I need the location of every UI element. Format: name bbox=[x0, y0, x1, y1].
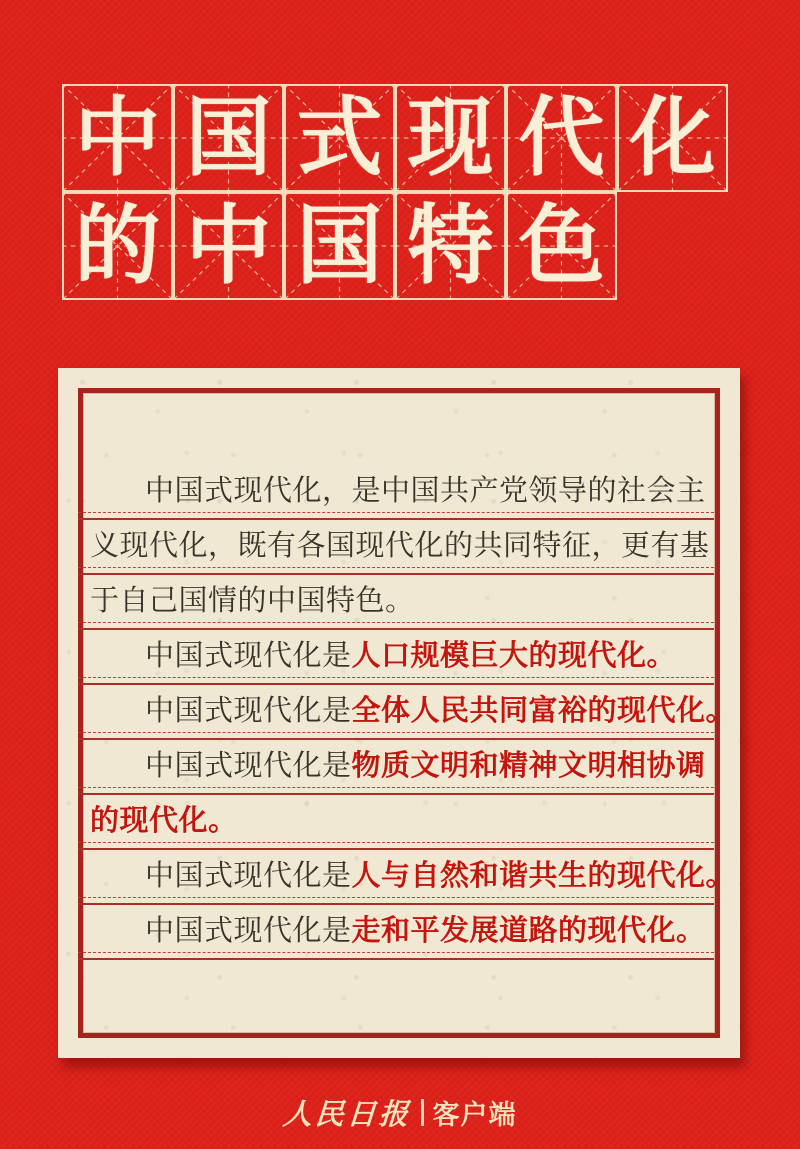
title-grid-cell bbox=[284, 192, 395, 300]
text-segment-normal: 中国式现代化是 bbox=[145, 695, 352, 728]
ruled-underline bbox=[78, 622, 714, 630]
text-line bbox=[90, 465, 710, 520]
ruled-underline bbox=[78, 732, 714, 740]
title-grid-cell bbox=[284, 84, 395, 192]
text-segment-normal: 中国式现代化是 bbox=[145, 915, 352, 948]
text-line bbox=[90, 630, 710, 685]
title-character: 的 bbox=[74, 195, 161, 296]
ruled-underline bbox=[78, 677, 714, 685]
brand-divider bbox=[421, 1099, 424, 1126]
title-character: 国 bbox=[185, 87, 272, 188]
title-grid-cell bbox=[617, 84, 728, 192]
title-grid-cell bbox=[173, 192, 284, 300]
title-character: 化 bbox=[629, 87, 716, 188]
text-line bbox=[90, 905, 710, 960]
text-line bbox=[90, 850, 736, 905]
title-grid-cell bbox=[506, 84, 617, 192]
ruled-underline bbox=[78, 567, 714, 575]
title-character: 中 bbox=[74, 87, 161, 188]
text-line-content bbox=[90, 694, 736, 729]
title-character: 色 bbox=[518, 195, 605, 296]
text-line bbox=[90, 795, 710, 850]
title-grid-cell bbox=[62, 84, 173, 192]
title-character: 特 bbox=[407, 195, 494, 296]
card-lines bbox=[90, 465, 736, 960]
text-segment-normal: 中国式现代化是 bbox=[145, 860, 352, 893]
text-line-content bbox=[90, 474, 710, 509]
text-segment-highlight: 人与自然和谐共生的现代化。 bbox=[351, 860, 736, 893]
ruled-underline bbox=[78, 897, 714, 905]
title-character: 现 bbox=[407, 87, 494, 188]
text-segment-highlight: 人口规模巨大的现代化。 bbox=[351, 640, 677, 673]
text-segment-normal: 中国式现代化是 bbox=[145, 640, 352, 673]
text-line-content bbox=[90, 529, 710, 564]
text-line-content bbox=[90, 639, 710, 674]
text-segment-highlight: 物质文明和精神文明相协调 bbox=[351, 750, 706, 783]
text-line bbox=[90, 575, 710, 630]
text-segment-normal: 中国式现代化，是中国共产党领导的社会主 bbox=[145, 475, 706, 508]
title-character: 式 bbox=[296, 87, 383, 188]
content-card bbox=[58, 368, 740, 1058]
title-character: 中 bbox=[185, 195, 272, 296]
text-segment-normal: 义现代化，既有各国现代化的共同特征，更有基 bbox=[90, 530, 710, 563]
text-segment-highlight: 走和平发展道路的现代化。 bbox=[351, 915, 706, 948]
ruled-underline bbox=[78, 787, 714, 795]
title-grid-cell bbox=[173, 84, 284, 192]
title-grid-cell bbox=[395, 84, 506, 192]
title-grid-cell bbox=[395, 192, 506, 300]
footer-logo bbox=[0, 1090, 800, 1134]
text-line bbox=[90, 520, 710, 575]
text-line bbox=[90, 685, 736, 740]
text-segment-highlight: 全体人民共同富裕的现代化。 bbox=[351, 695, 736, 728]
title-character: 国 bbox=[296, 195, 383, 296]
text-segment-highlight: 的现代化。 bbox=[90, 805, 238, 838]
brand-product-label: 客户端 bbox=[432, 1099, 517, 1130]
ruled-underline bbox=[78, 952, 714, 960]
title-grid-cell bbox=[506, 192, 617, 300]
text-line-content bbox=[90, 859, 736, 894]
title-grid bbox=[62, 84, 728, 300]
text-segment-normal: 于自己国情的中国特色。 bbox=[90, 585, 415, 618]
text-line-content bbox=[90, 914, 710, 949]
title-character: 代 bbox=[518, 87, 605, 188]
ruled-underline bbox=[78, 512, 714, 520]
text-line-content bbox=[90, 804, 710, 839]
text-line-content bbox=[90, 749, 710, 784]
title-grid-row-1 bbox=[62, 84, 728, 192]
ruled-underline bbox=[78, 842, 714, 850]
text-line-content bbox=[90, 584, 710, 619]
text-segment-normal: 中国式现代化是 bbox=[145, 750, 352, 783]
title-grid-cell bbox=[62, 192, 173, 300]
text-line bbox=[90, 740, 710, 795]
brand-name-calligraphy: 人民日报 bbox=[282, 1096, 413, 1131]
title-grid-row-2 bbox=[62, 192, 728, 300]
